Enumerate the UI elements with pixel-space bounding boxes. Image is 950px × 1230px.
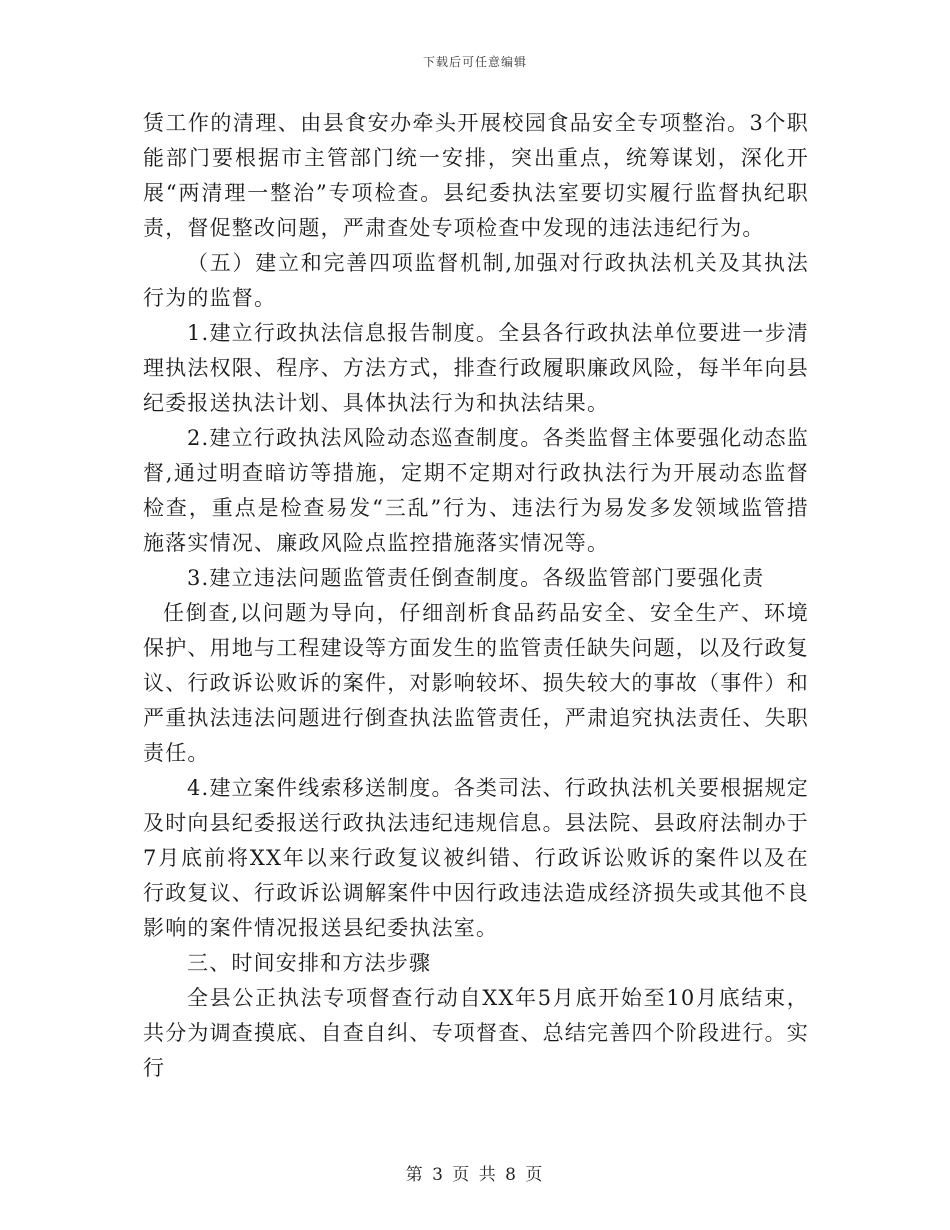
- paragraph-section-five: （五）建立和完善四项监督机制,加强对行政执法机关及其执法行为的监督。: [143, 251, 809, 310]
- paragraph-schedule: 全县公正执法专项督查行动自XX年5月底开始至10月底结束，共分为调查摸底、自查自纠、专项督查、总结完善四个阶段进行。实行: [143, 986, 809, 1080]
- page-header: 下载后可任意编辑: [422, 55, 527, 69]
- document-body: [143, 106, 809, 1086]
- section-heading-three: 三、时间安排和方法步骤: [187, 951, 432, 975]
- paragraph-item-3-first-line: 3.建立违法问题监管责任倒查制度。各级监管部门要强化责: [187, 566, 765, 590]
- paragraph-item-3-body: 任倒查,以问题为导向，仔细剖析食品药品安全、安全生产、环境保护、用地与工程建设等方面发生的监管责任缺失问题，以及行政复议、行政诉讼败诉的案件，对影响较坏、损失较大的事故（事件）和严重执法违法问题进行倒查执法监管责任，严肃追究执法责任、失职责任。: [143, 601, 809, 765]
- paragraph-item-1: 1.建立行政执法信息报告制度。全县各行政执法单位要进一步清理执法权限、程序、方法方式，排查行政履职廉政风险，每半年向县纪委报送执法计划、具体执法行为和执法结果。: [143, 321, 809, 415]
- page-footer: 第 3 页 共 8 页: [405, 1165, 545, 1185]
- paragraph-continuation: 赁工作的清理、由县食安办牵头开展校园食品安全专项整治。3个职能部门要根据市主管部门统一安排，突出重点，统筹谋划，深化开展“两清理一整治”专项检查。县纪委执法室要切实履行监督执纪职责，督促整改问题，严肃查处专项检查中发现的违法违纪行为。: [143, 111, 809, 240]
- paragraph-item-4: 4.建立案件线索移送制度。各类司法、行政执法机关要根据规定及时向县纪委报送行政执法违纪违规信息。县法院、县政府法制办于7月底前将XX年以来行政复议被纠错、行政诉讼败诉的案件以及在行政复议、行政诉讼调解案件中因行政违法造成经济损失或其他不良影响的案件情况报送县纪委执法室。: [143, 776, 809, 940]
- paragraph-item-2: 2.建立行政执法风险动态巡查制度。各类监督主体要强化动态监督,通过明查暗访等措施，定期不定期对行政执法行为开展动态监督检查，重点是检查易发“三乱”行为、违法行为易发多发领域监管措施落实情况、廉政风险点监控措施落实情况等。: [143, 426, 809, 555]
